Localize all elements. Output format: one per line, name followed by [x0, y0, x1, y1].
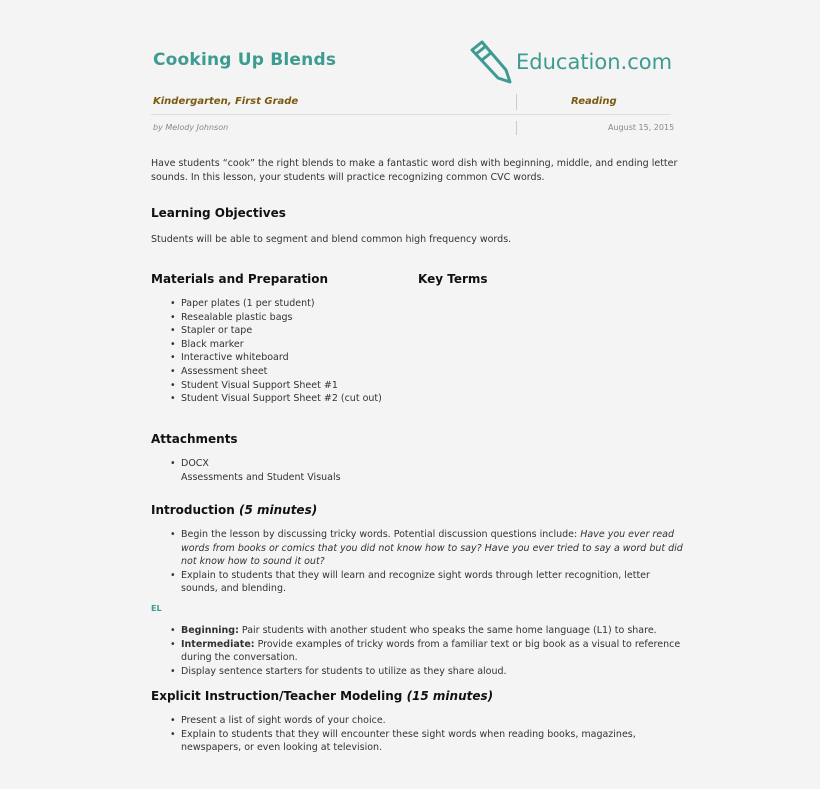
attachments-list — [168, 457, 341, 484]
item-text: newspapers, or even looking at television. — [181, 742, 383, 754]
pencil-logo-icon — [466, 40, 514, 84]
item-text-italic: not know how to sound it out? — [181, 556, 325, 568]
meta-divider — [516, 121, 517, 135]
key-terms-heading: Key Terms — [418, 272, 488, 286]
list-item: • Student Visual Support Sheet #2 (cut out) — [168, 392, 382, 406]
list-item: • Black marker — [168, 338, 382, 352]
grade-level: Kindergarten, First Grade — [153, 96, 299, 107]
materials-list — [168, 297, 382, 406]
list-item: • Resealable plastic bags — [168, 311, 382, 325]
item-label: Intermediate: — [181, 638, 255, 650]
learning-objectives-text: Students will be able to segment and blend common high frequency words. — [151, 234, 512, 245]
list-item — [168, 728, 636, 754]
attachment-description: Assessments and Student Visuals — [181, 471, 341, 483]
meta-divider — [516, 94, 517, 110]
logo-text: Education.com — [516, 50, 673, 74]
lesson-title: Cooking Up Blends — [153, 50, 337, 70]
explicit-list — [168, 714, 636, 754]
item-text: Explain to students that they will encounter these sight words when reading books, magazines, — [181, 728, 636, 740]
heading-text: Explicit Instruction/Teacher Modeling — [151, 689, 403, 703]
list-item: • Interactive whiteboard — [168, 351, 382, 365]
list-item — [168, 638, 680, 665]
education-com-logo[interactable] — [466, 40, 672, 84]
author: by Melody Johnson — [153, 123, 229, 132]
item-text: Begin the lesson by discussing tricky words. Potential discussion questions include: — [181, 529, 581, 540]
item-text: Explain to students that they will learn and recognize sight words through letter recognition, letter — [181, 569, 650, 581]
el-label: EL — [151, 604, 162, 613]
list-item — [168, 528, 683, 569]
attachment-link[interactable]: • DOCX — [168, 457, 341, 471]
item-text-italic: Have you ever read — [580, 529, 675, 540]
header-rule — [151, 114, 671, 115]
subject-link[interactable]: Reading — [571, 96, 617, 107]
introduction-heading — [151, 503, 317, 517]
item-text: during the conversation. — [181, 652, 298, 664]
introduction-list — [168, 528, 683, 596]
duration: (15 minutes) — [406, 689, 494, 703]
intro-line: Have students “cook” the right blends to make a fantastic word dish with beginning, middle, and ending letter — [151, 158, 678, 169]
list-item: • Display sentence starters for students to utilize as they share aloud. — [168, 665, 680, 679]
explicit-instruction-heading — [151, 689, 493, 703]
materials-heading: Materials and Preparation — [151, 272, 329, 286]
item-text: Provide examples of tricky words from a familiar text or big book as a visual to reference — [254, 638, 681, 650]
item-text: Pair students with another student who speaks the same home language (L1) to share. — [238, 625, 657, 636]
duration: (5 minutes) — [238, 503, 318, 517]
learning-objectives-heading: Learning Objectives — [151, 206, 286, 220]
attachments-heading: Attachments — [151, 432, 238, 446]
list-item — [168, 624, 680, 638]
item-text: sounds, and blending. — [181, 583, 286, 595]
list-item — [168, 569, 683, 596]
publish-date: August 15, 2015 — [608, 123, 675, 132]
list-item: • Stapler or tape — [168, 324, 382, 338]
item-text-italic: words from books or comics that you did not know how to say? Have you ever tried to say a word but did — [181, 542, 683, 554]
list-item: • Assessment sheet — [168, 365, 382, 379]
list-item: • Student Visual Support Sheet #1 — [168, 379, 382, 393]
intro-paragraph — [151, 157, 677, 185]
el-list — [168, 624, 680, 678]
list-item: • Present a list of sight words of your choice. — [168, 714, 636, 728]
heading-text: Introduction — [151, 503, 235, 517]
list-item: • Paper plates (1 per student) — [168, 297, 382, 311]
intro-line: sounds. In this lesson, your students will practice recognizing common CVC words. — [151, 172, 545, 183]
item-label: Beginning: — [181, 625, 239, 636]
